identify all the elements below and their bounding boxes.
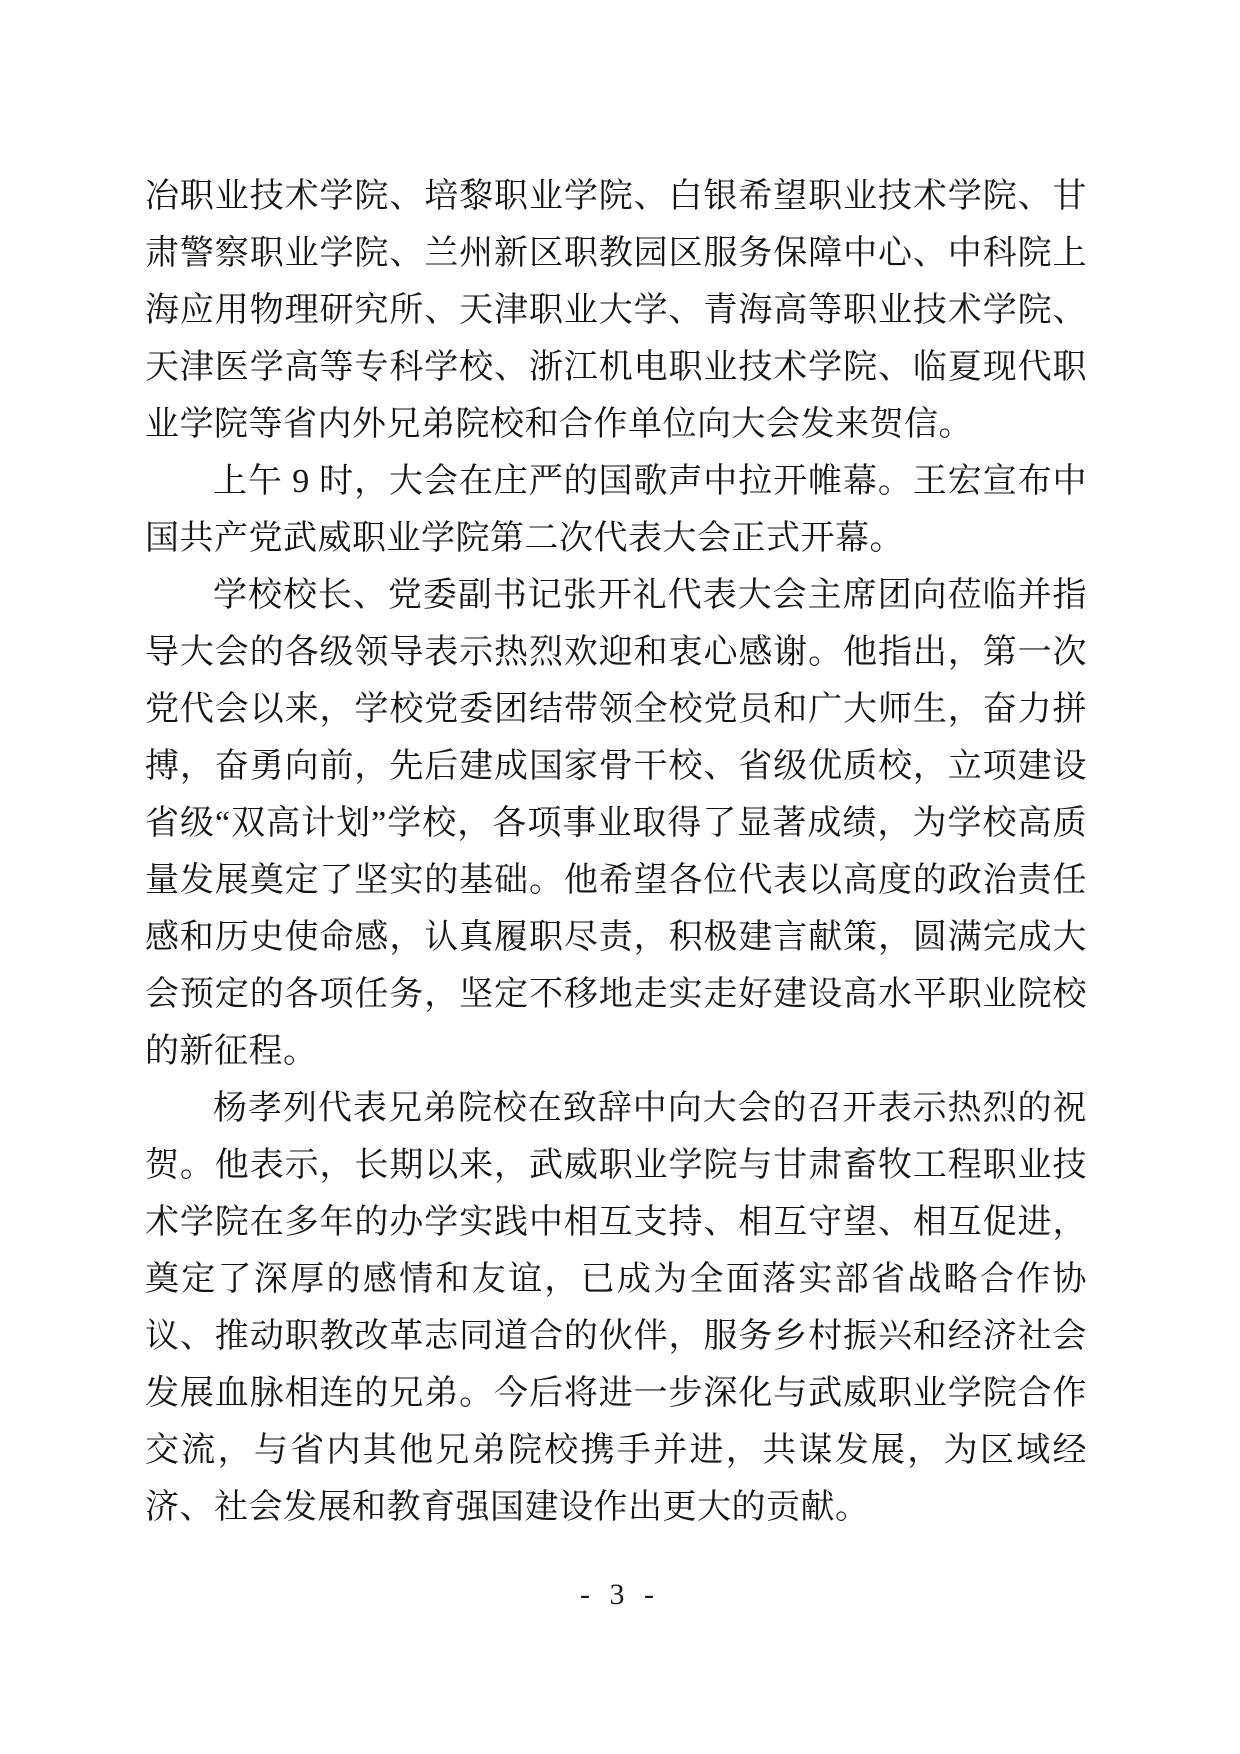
page-number: - 3 - — [580, 1578, 660, 1611]
document-text-block — [145, 168, 1087, 1536]
paragraph-guest-speech: 杨孝列代表兄弟院校在致辞中向大会的召开表示热烈的祝贺。他表示，长期以来，武威职业学院与甘肃畜牧工程职业技术学院在多年的办学实践中相互支持、相互守望、相互促进，奠定了深厚的感情和友谊，已成为全面落实部省战略合作协议、推动职教改革志同道合的伙伴，服务乡村振兴和经济社会发展血脉相连的兄弟。今后将进一步深化与武威职业学院合作交流，与省内其他兄弟院校携手并进，共谋发展，为区域经济、社会发展和教育强国建设作出更大的贡献。 — [145, 1090, 1087, 1526]
paragraph-opening-ceremony: 上午 9 时，大会在庄严的国歌声中拉开帷幕。王宏宣布中国共产党武威职业学院第二次代表大会正式开幕。 — [145, 463, 1087, 557]
paragraph-congratulatory-messages: 冶职业技术学院、培黎职业学院、白银希望职业技术学院、甘肃警察职业学院、兰州新区职教园区服务保障中心、中科院上海应用物理研究所、天津职业大学、青海高等职业技术学院、天津医学高等专科学校、浙江机电职业技术学院、临夏现代职业学院等省内外兄弟院校和合作单位向大会发来贺信。 — [145, 178, 1087, 443]
paragraph-president-speech: 学校校长、党委副书记张开礼代表大会主席团向莅临并指导大会的各级领导表示热烈欢迎和衷心感谢。他指出，第一次党代会以来，学校党委团结带领全校党员和广大师生，奋力拼搏，奋勇向前，先后建成国家骨干校、省级优质校，立项建设省级“双高计划”学校，各项事业取得了显著成绩，为学校高质量发展奠定了坚实的基础。他希望各位代表以高度的政治责任感和历史使命感，认真履职尽责，积极建言献策，圆满完成大会预定的各项任务，坚定不移地走实走好建设高水平职业院校的新征程。 — [145, 577, 1087, 1070]
